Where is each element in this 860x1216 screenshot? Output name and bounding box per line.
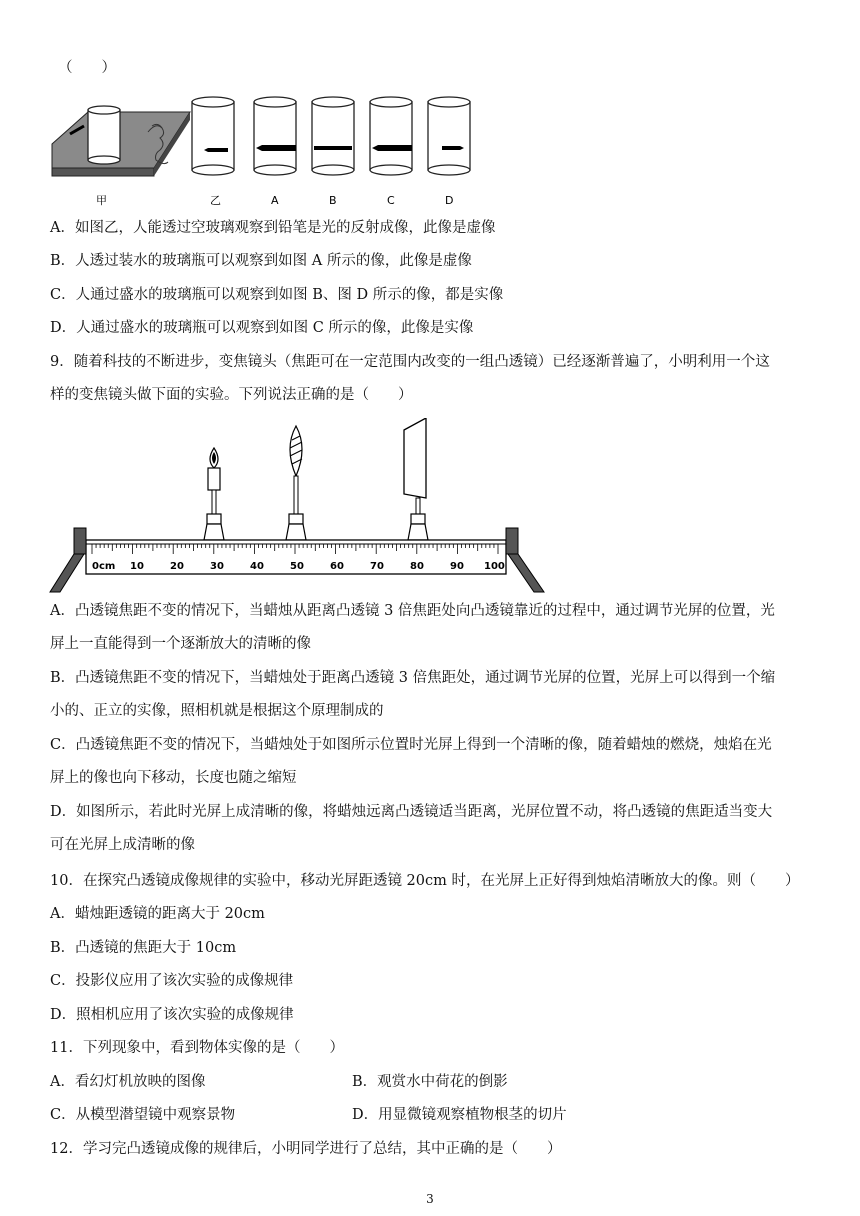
- candle-icon: [204, 448, 224, 540]
- ruler-label-0: 0cm: [92, 561, 116, 572]
- q9-option-d-line2: 可在光屏上成清晰的像: [50, 837, 195, 853]
- figure-label-c: C: [387, 194, 395, 207]
- q11-stem: 11．下列现象中，看到物体实像的是（ ）: [50, 1040, 344, 1056]
- ruler-label-30: 30: [210, 561, 224, 572]
- q8-answer-bracket: （ ）: [58, 60, 116, 76]
- q8-option-d: D．人通过盛水的玻璃瓶可以观察到如图 C 所示的像，此像是实像: [50, 320, 474, 336]
- figure-a-glass: [254, 97, 296, 175]
- ruler-label-10: 10: [130, 561, 144, 572]
- ruler-label-50: 50: [290, 561, 304, 572]
- figure-label-yi: 乙: [210, 194, 221, 207]
- page-number: 3: [426, 1192, 434, 1206]
- figure-label-b: B: [329, 194, 337, 207]
- q8-option-a: A．如图乙，人能透过空玻璃观察到铅笔是光的反射成像，此像是虚像: [50, 220, 496, 236]
- figure-b-glass: [312, 97, 354, 175]
- q8-figure: [50, 96, 490, 208]
- q8-option-b: B．人透过装水的玻璃瓶可以观察到如图 A 所示的像，此像是虚像: [50, 253, 472, 269]
- q11-option-c: C．从模型潜望镜中观察景物: [50, 1107, 236, 1123]
- q10-option-d: D．照相机应用了该次实验的成像规律: [50, 1007, 294, 1023]
- figure-label-jia: 甲: [96, 194, 107, 207]
- figure-c-glass: [370, 97, 412, 175]
- q9-option-d-line1: D．如图所示，若此时光屏上成清晰的像，将蜡烛远离凸透镜适当距离，光屏位置不动，将凸透镜的焦距适当变大: [50, 804, 773, 820]
- figure-label-a: A: [271, 194, 279, 207]
- q9-optical-bench-figure: [48, 418, 548, 594]
- figure-label-d: D: [445, 194, 454, 207]
- ruler-label-90: 90: [450, 561, 464, 572]
- ruler-label-80: 80: [410, 561, 424, 572]
- q9-option-b-line1: B．凸透镜焦距不变的情况下，当蜡烛处于距离凸透镜 3 倍焦距处，通过调节光屏的位置，光屏上可以得到一个缩: [50, 670, 776, 686]
- q9-stem-line2: 样的变焦镜头做下面的实验。下列说法正确的是（ ）: [50, 387, 413, 403]
- q9-option-a-line2: 屏上一直能得到一个逐渐放大的清晰的像: [50, 636, 311, 652]
- ruler-label-60: 60: [330, 561, 344, 572]
- light-screen-icon: [404, 418, 428, 540]
- q10-option-c: C．投影仪应用了该次实验的成像规律: [50, 973, 294, 989]
- q9-option-c-line2: 屏上的像也向下移动，长度也随之缩短: [50, 770, 297, 786]
- figure-d-glass: [428, 97, 470, 175]
- q12-stem: 12．学习完凸透镜成像的规律后，小明同学进行了总结，其中正确的是（ ）: [50, 1141, 562, 1157]
- q11-option-b: B．观赏水中荷花的倒影: [352, 1074, 508, 1090]
- figure-jia-board-glass: [52, 106, 190, 176]
- convex-lens-icon: [286, 426, 306, 540]
- q9-option-a-line1: A．凸透镜焦距不变的情况下，当蜡烛从距离凸透镜 3 倍焦距处向凸透镜靠近的过程中，通过调节光屏的位置，光: [50, 603, 775, 619]
- q8-option-c: C．人通过盛水的玻璃瓶可以观察到如图 B、图 D 所示的像，都是实像: [50, 287, 504, 303]
- ruler-label-100: 100: [484, 561, 505, 572]
- q10-stem: 10．在探究凸透镜成像规律的实验中，移动光屏距透镜 20cm 时，在光屏上正好得到烛焰清晰放大的像。则（ ）: [50, 873, 800, 889]
- ruler-label-40: 40: [250, 561, 264, 572]
- figure-yi-glass: [192, 97, 234, 175]
- q9-stem-line1: 9．随着科技的不断进步，变焦镜头（焦距可在一定范围内改变的一组凸透镜）已经逐渐普遍了，小明利用一个这: [50, 354, 770, 370]
- q9-option-b-line2: 小的、正立的实像，照相机就是根据这个原理制成的: [50, 703, 384, 719]
- ruler-label-20: 20: [170, 561, 184, 572]
- ruler-label-70: 70: [370, 561, 384, 572]
- q9-option-c-line1: C．凸透镜焦距不变的情况下，当蜡烛处于如图所示位置时光屏上得到一个清晰的像，随着蜡烛的燃烧，烛焰在光: [50, 737, 772, 753]
- q11-option-a: A．看幻灯机放映的图像: [50, 1074, 206, 1090]
- q10-option-a: A．蜡烛距透镜的距离大于 20cm: [50, 906, 265, 922]
- q11-option-d: D．用显微镜观察植物根茎的切片: [352, 1107, 567, 1123]
- q10-option-b: B．凸透镜的焦距大于 10cm: [50, 940, 237, 956]
